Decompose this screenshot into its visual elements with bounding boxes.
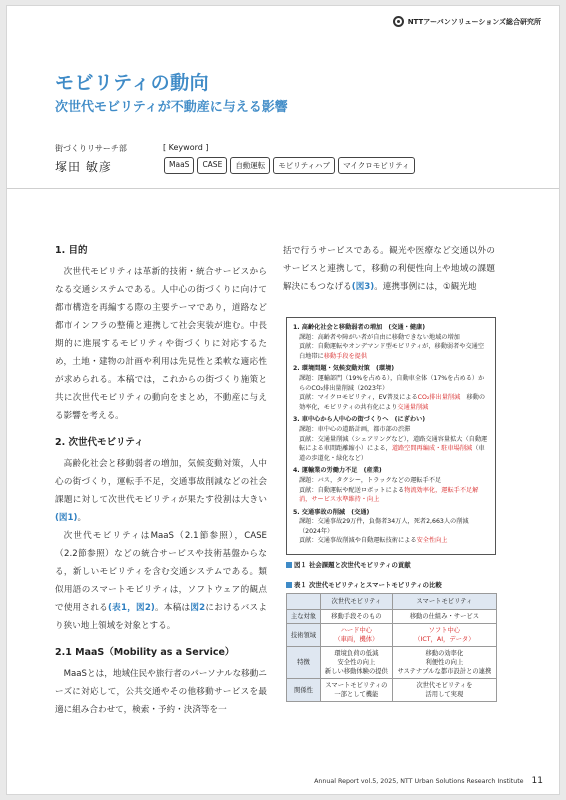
figure-item-line: 課題：運輸部門（19%を占める），自動車全体（17%を占める）からのCO₂排出量削減（2023年） xyxy=(299,374,485,392)
article-subtitle: 次世代モビリティが不動産に与える影響 xyxy=(55,100,288,115)
keyword-tag: モビリティハブ xyxy=(273,157,335,174)
figure-item-line: 課題：車中心の道路計画，都市部の渋滞 xyxy=(299,425,411,433)
figure-1-caption: 図１ 社会課題と次世代モビリティの貢献 xyxy=(286,560,411,569)
table-header-cell: スマートモビリティ xyxy=(392,594,496,610)
figure-reference: (図3) xyxy=(351,282,375,292)
figure-1-box xyxy=(286,317,496,555)
paragraph: 次世代モビリティはMaaS（2.1節参照），CASE（2.2節参照）などの統合サービスや技術基盤からなる，新しいモビリティを含む交通システムである。類似用語のスマートモビリティは，ソフトウェア的観点で使用される(表1，図2)。本稿は図2におけるバスより狭い地上領域を対象とする。 xyxy=(55,531,267,631)
paragraph: 括で行うサービスである。観光や医療など交通以外のサービスと連携して，移動の利便性向上や地域の課題解決にもつなげる(図3)。連携事例には，①観光地 xyxy=(283,246,495,292)
table-row-label: 主な対象 xyxy=(287,610,321,624)
table-cell: ソフト中心 （ICT，AI，データ） xyxy=(392,624,496,647)
section-heading: 1. 目的 xyxy=(55,245,88,256)
figure-item-line: 貢献：自動運転やオンデマンド型モビリティが，移動弱者や交通空白地帯に移動手段を提供 xyxy=(299,343,485,360)
author-department: 街づくりリサーチ部 xyxy=(55,144,127,153)
table-row-label: 技術領域 xyxy=(287,624,321,647)
keyword-tag: CASE xyxy=(197,157,227,174)
table-cell: ハード中心 （車両，機体） xyxy=(321,624,393,647)
report-page xyxy=(6,5,560,795)
table-row-label: 関係性 xyxy=(287,679,321,702)
figure-item-heading: 3. 車中心から人中心の街づくりへ (にぎわい) xyxy=(293,416,426,424)
table-header-row xyxy=(287,594,497,610)
author-name: 塚田 敏彦 xyxy=(55,160,112,174)
figure-reference: (表1，図2) xyxy=(107,603,155,613)
body-column-right xyxy=(283,242,495,296)
paragraph: 高齢化社会と移動弱者の増加，気候変動対策，人中心の街づくり，運転手不足，交通事故削減などの社会課題に対して次世代モビリティが果たす役割は大きい(図1)。 xyxy=(55,459,267,523)
page-number: 11 xyxy=(531,776,543,786)
keyword-tag: 自動運転 xyxy=(230,157,270,174)
table-cell: 移動手段そのもの xyxy=(321,610,393,624)
subsection-heading: 2.1 MaaS（Mobility as a Service） xyxy=(55,647,235,658)
figure-item-line: 課題：バス，タクシー，トラックなどの運転手不足 xyxy=(299,476,442,484)
table-row xyxy=(287,624,497,647)
keyword-tag: MaaS xyxy=(164,157,194,174)
figure-reference: 図2 xyxy=(190,603,206,613)
table-1-caption: 表１ 次世代モビリティとスマートモビリティの比較 xyxy=(286,580,442,589)
figure-item xyxy=(293,323,489,361)
figure-item-line: 貢献：交通事故削減や自動運転技術による安全性向上 xyxy=(299,537,448,545)
table-header-cell: 次世代モビリティ xyxy=(321,594,393,610)
figure-item-line: 貢献：自動運転や配送ロボットによる物流効率化，運転手不足解消，サービス水準維持・向上 xyxy=(299,486,479,504)
table-row xyxy=(287,647,497,679)
keyword-list xyxy=(164,157,415,174)
table-cell: 環境負荷の低減 安全性の向上 新しい移動体験の提供 xyxy=(321,647,393,679)
footer-text: Annual Report vol.5, 2025, NTT Urban Solutions Research Institute xyxy=(314,778,524,785)
figure-item-heading: 1. 高齢化社会と移動弱者の増加 (交通・健康) xyxy=(293,324,426,331)
figure-item-heading: 4. 運輸業の労働力不足 (産業) xyxy=(293,467,382,475)
table-cell: スマートモビリティの 一部として機能 xyxy=(321,679,393,702)
figure-reference: (図1) xyxy=(55,513,78,523)
paragraph: MaaSとは，地域住民や旅行者のパーソナルな移動ニーズに対応して，公共交通やその他移動サービスを最適に組み合わせて，検索・予約・決済等を一 xyxy=(55,669,267,715)
figure-item-heading: 2. 環境問題・気候変動対策 (環境) xyxy=(293,365,395,373)
paragraph: 次世代モビリティは革新的技術・統合サービスからなる交通システムである。人中心の街づくりに向けて都市構造を再編する際の主要テーマであり，道路など都市インフラの整備と連携して社会実装が進む。中長期的に進展するモビリティや街づくりに対応するため，土地・建物の計画や利用は先見性と柔軟な適応性が求められる。本稿では，これからの街づくり施策と共に次世代モビリティの動向をまとめ，不動産に与える影響を考える。 xyxy=(55,267,267,421)
table-cell: 移動の効率化 利便性の向上 サステナブルな都市設計との連携 xyxy=(392,647,496,679)
figure-item xyxy=(293,364,489,412)
header-divider xyxy=(7,188,560,189)
org-name: NTTアーバンソリューションズ総合研究所 xyxy=(407,17,541,26)
figure-item-line: 課題：高齢者や障がい者が自由に移動できない地域の増加 xyxy=(299,333,460,341)
section-heading: 2. 次世代モビリティ xyxy=(55,437,144,448)
table-row xyxy=(287,610,497,624)
page-footer xyxy=(314,776,543,786)
keyword-tag: マイクロモビリティ xyxy=(338,157,414,174)
ntt-logo-icon xyxy=(393,16,404,27)
table-cell: 移動の仕組み・サービス xyxy=(392,610,496,624)
figure-item xyxy=(293,508,489,546)
keyword-label: [ Keyword ] xyxy=(163,143,209,152)
figure-item-heading: 5. 交通事故の削減 (交通) xyxy=(293,508,370,516)
article-title: モビリティの動向 xyxy=(55,72,210,94)
table-row-label: 特徴 xyxy=(287,647,321,679)
org-logo xyxy=(393,16,541,27)
table-row xyxy=(287,679,497,702)
comparison-table xyxy=(286,593,497,702)
figure-item xyxy=(293,415,489,463)
figure-item-line: 貢献：交通量削減（シェアリングなど），道路交通容量拡大（自動運転による車間距離縮小）による，道路空間再編成・駐車場削減（車道の歩道化・緑化など） xyxy=(299,435,488,462)
figure-item-line: 貢献：マイクロモビリティ，EV普及によるCO₂排出量削減 移動の効率化，モビリティの共有化により交通量削減 xyxy=(299,394,486,411)
figure-item-line: 課題：交通事故29万件，負傷者34万人，死者2,663人の削減（2024年） xyxy=(299,518,469,535)
table-header-cell xyxy=(287,594,321,610)
body-column-left xyxy=(55,242,267,719)
figure-item xyxy=(293,466,489,504)
table-cell: 次世代モビリティを 活用して実現 xyxy=(392,679,496,702)
